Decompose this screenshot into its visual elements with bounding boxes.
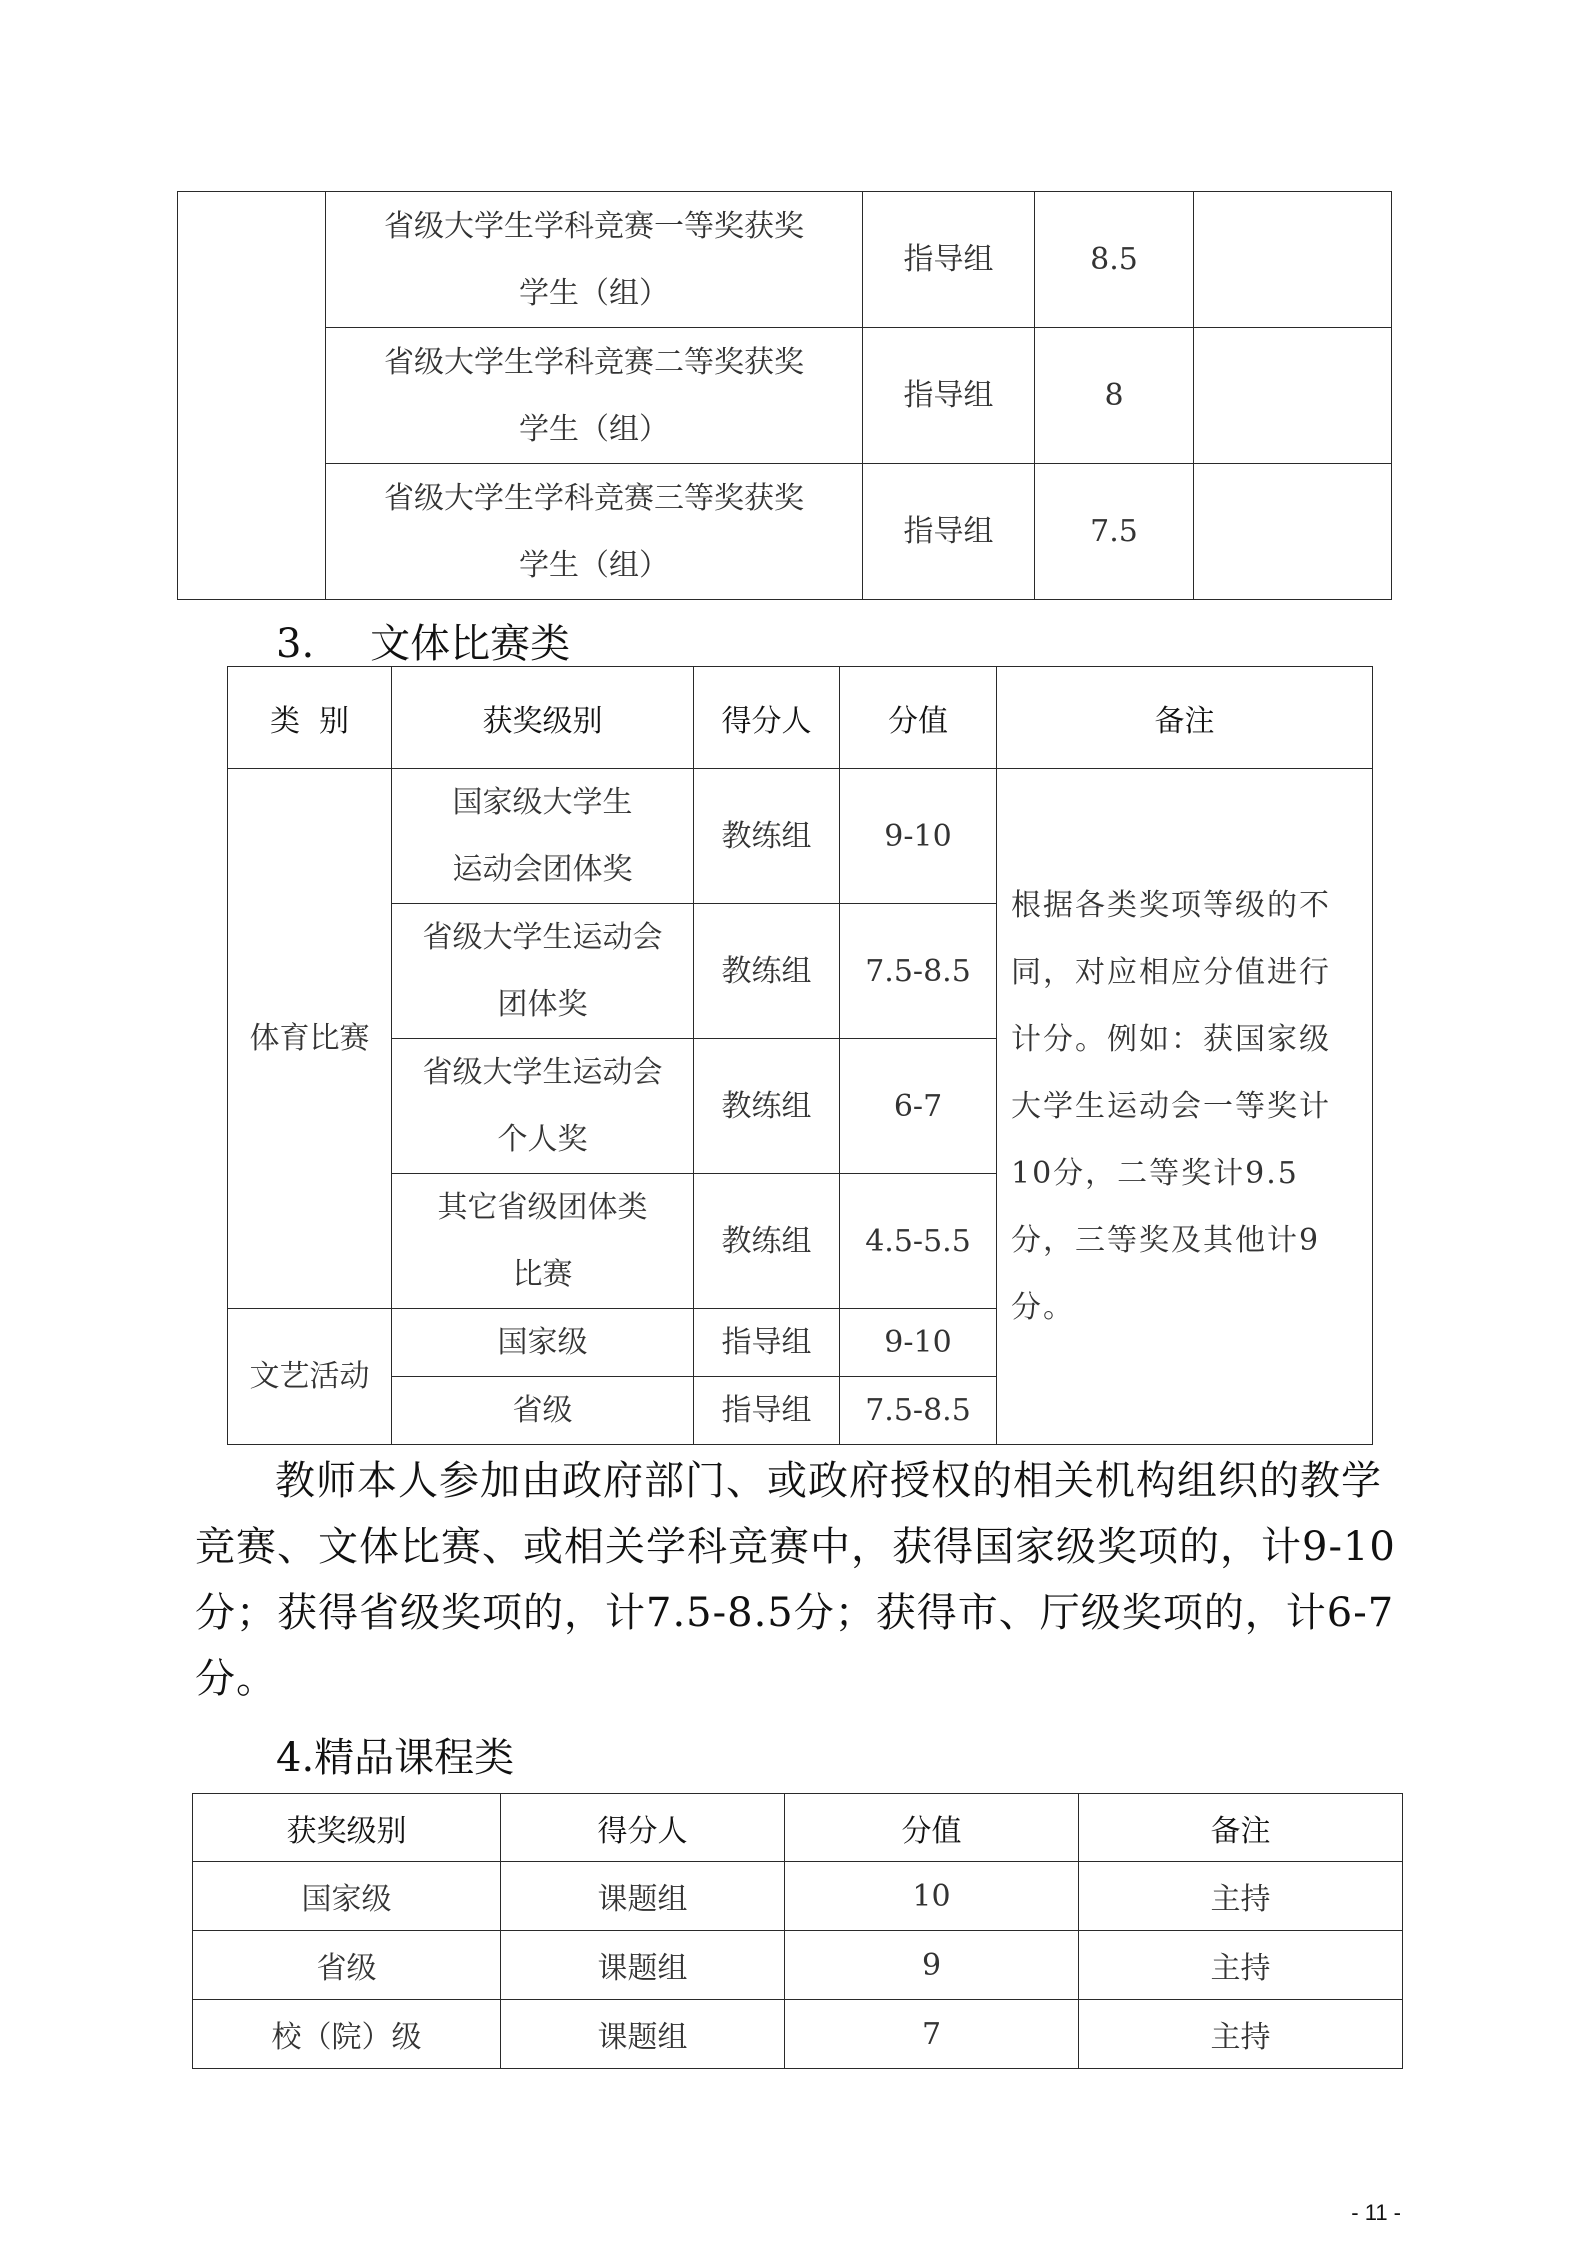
section-3-heading bbox=[276, 612, 570, 669]
category-sports: 体育比赛 bbox=[228, 769, 392, 1309]
value-cell: 9 bbox=[785, 1931, 1079, 2000]
value-cell: 9-10 bbox=[840, 1309, 997, 1377]
award-level-cell: 省级 bbox=[193, 1931, 501, 2000]
remark-cell: 主持 bbox=[1079, 1931, 1403, 2000]
subject-competition-table-continued bbox=[177, 191, 1392, 600]
header-value: 分值 bbox=[840, 667, 997, 769]
table-row bbox=[193, 1862, 1403, 1931]
scorer-cell: 课题组 bbox=[501, 1931, 785, 2000]
value-cell: 7.5-8.5 bbox=[840, 904, 997, 1039]
table-header-row bbox=[228, 667, 1373, 769]
award-level-cell: 省级大学生运动会 个人奖 bbox=[392, 1039, 694, 1174]
scorer-cell: 教练组 bbox=[694, 769, 840, 904]
scorer-cell: 课题组 bbox=[501, 1862, 785, 1931]
value-cell: 9-10 bbox=[840, 769, 997, 904]
scorer-cell: 指导组 bbox=[694, 1309, 840, 1377]
remark-cell bbox=[1194, 464, 1392, 600]
sports-arts-table bbox=[227, 666, 1373, 1445]
scorer-cell: 课题组 bbox=[501, 2000, 785, 2069]
table-row bbox=[193, 2000, 1403, 2069]
award-level-cell: 国家级大学生 运动会团体奖 bbox=[392, 769, 694, 904]
scorer-cell: 指导组 bbox=[863, 192, 1035, 328]
table-row bbox=[193, 1931, 1403, 2000]
scorer-cell: 教练组 bbox=[694, 904, 840, 1039]
award-level-cell: 省级 bbox=[392, 1377, 694, 1445]
remark-cell: 主持 bbox=[1079, 2000, 1403, 2069]
quality-course-table bbox=[192, 1793, 1403, 2069]
remark-cell bbox=[1194, 192, 1392, 328]
remark-cell bbox=[1194, 328, 1392, 464]
table-row bbox=[228, 769, 1373, 904]
award-level-cell: 校（院）级 bbox=[193, 2000, 501, 2069]
value-cell: 4.5-5.5 bbox=[840, 1174, 997, 1309]
header-remark: 备注 bbox=[997, 667, 1373, 769]
value-cell: 10 bbox=[785, 1862, 1079, 1931]
header-remark: 备注 bbox=[1079, 1794, 1403, 1862]
award-level-cell: 国家级 bbox=[193, 1862, 501, 1931]
table-row bbox=[178, 464, 1392, 600]
header-value: 分值 bbox=[785, 1794, 1079, 1862]
category-cell-empty bbox=[178, 192, 326, 600]
header-award-level: 获奖级别 bbox=[193, 1794, 501, 1862]
table-header-row bbox=[193, 1794, 1403, 1862]
header-scorer: 得分人 bbox=[501, 1794, 785, 1862]
section-3-title: 文体比赛类 bbox=[370, 621, 571, 667]
scorer-cell: 指导组 bbox=[863, 328, 1035, 464]
scorer-cell: 教练组 bbox=[694, 1039, 840, 1174]
award-level-cell: 国家级 bbox=[392, 1309, 694, 1377]
category-arts: 文艺活动 bbox=[228, 1309, 392, 1445]
value-cell: 8 bbox=[1035, 328, 1194, 464]
header-scorer: 得分人 bbox=[694, 667, 840, 769]
value-cell: 7 bbox=[785, 2000, 1079, 2069]
value-cell: 6-7 bbox=[840, 1039, 997, 1174]
table-row bbox=[178, 328, 1392, 464]
header-category: 类 别 bbox=[228, 667, 392, 769]
award-level-cell: 其它省级团体类 比赛 bbox=[392, 1174, 694, 1309]
remark-cell: 主持 bbox=[1079, 1862, 1403, 1931]
value-cell: 8.5 bbox=[1035, 192, 1194, 328]
value-cell: 7.5-8.5 bbox=[840, 1377, 997, 1445]
scorer-cell: 指导组 bbox=[863, 464, 1035, 600]
header-award-level: 获奖级别 bbox=[392, 667, 694, 769]
scorer-cell: 指导组 bbox=[694, 1377, 840, 1445]
body-paragraph: 教师本人参加由政府部门、或政府授权的相关机构组织的教学竞赛、文体比赛、或相关学科竞赛中，获得国家级奖项的，计9-10分；获得省级奖项的，计7.5-8.5分；获得市、厅级奖项的，计6-7分。 bbox=[195, 1458, 1396, 1702]
value-cell: 7.5 bbox=[1035, 464, 1194, 600]
table-row bbox=[178, 192, 1392, 328]
award-level-cell: 省级大学生学科竞赛三等奖获奖 学生（组） bbox=[326, 464, 863, 600]
award-level-cell: 省级大学生学科竞赛二等奖获奖 学生（组） bbox=[326, 328, 863, 464]
section-3-number: 3. bbox=[276, 621, 315, 667]
section-4-heading: 4.精品课程类 bbox=[276, 1735, 515, 1781]
page-number: - 11 - bbox=[1351, 2200, 1401, 2225]
remark-note: 根据各类奖项等级的不同，对应相应分值进行计分。例如：获国家级大学生运动会一等奖计10分，二等奖计9.5分，三等奖及其他计9分。 bbox=[997, 769, 1373, 1445]
award-level-cell: 省级大学生运动会 团体奖 bbox=[392, 904, 694, 1039]
scorer-cell: 教练组 bbox=[694, 1174, 840, 1309]
award-level-cell: 省级大学生学科竞赛一等奖获奖 学生（组） bbox=[326, 192, 863, 328]
